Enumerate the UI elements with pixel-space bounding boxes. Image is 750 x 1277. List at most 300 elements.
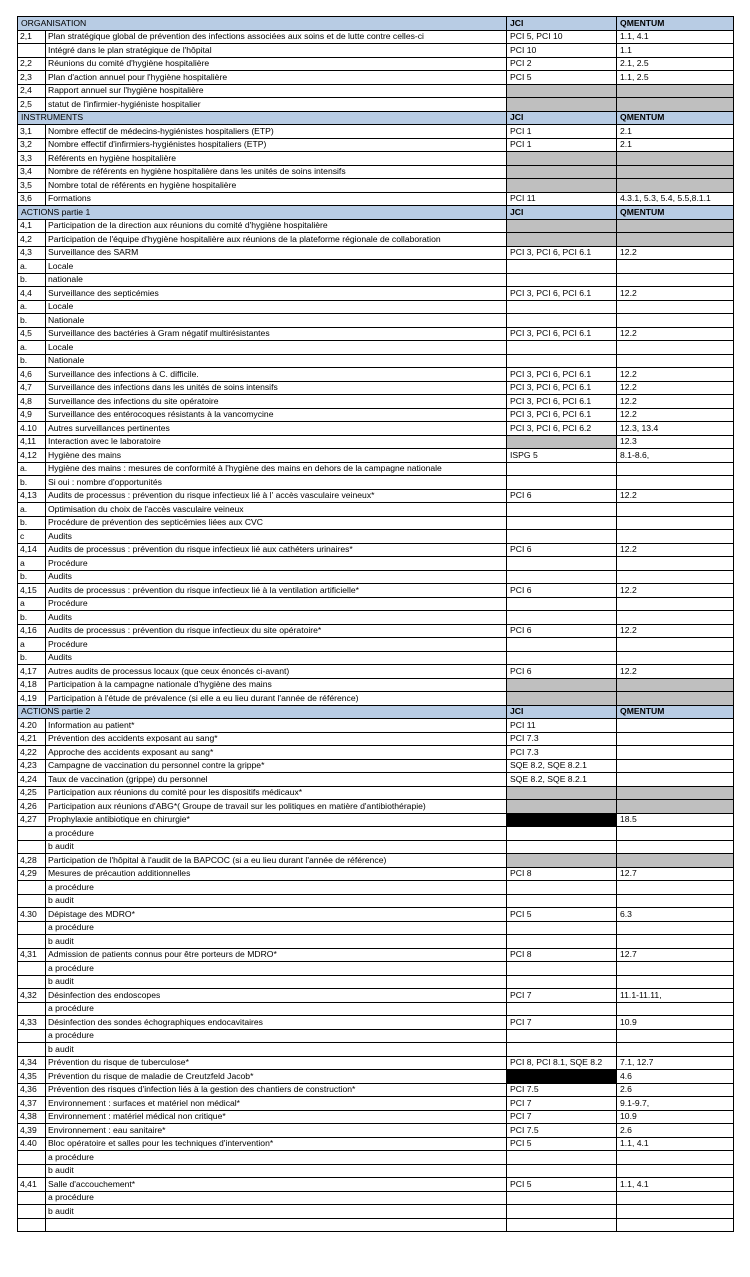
item-number: 4,1 xyxy=(18,219,46,233)
item-number: 4,21 xyxy=(18,732,46,746)
qmentum-reference: 12.2 xyxy=(617,395,734,409)
item-number: 4,8 xyxy=(18,395,46,409)
item-label: a procédure xyxy=(46,881,507,895)
item-number: 4.30 xyxy=(18,908,46,922)
jci-reference: PCI 1 xyxy=(507,125,617,139)
qmentum-reference xyxy=(617,273,734,287)
item-number: 4,18 xyxy=(18,678,46,692)
table-row xyxy=(18,597,734,611)
table-row xyxy=(18,665,734,679)
item-label: Environnement : eau sanitaire* xyxy=(46,1124,507,1138)
item-label: Plan stratégique global de prévention des infections associées aux soins et de lutte contre celles-ci xyxy=(46,30,507,44)
table-row xyxy=(18,192,734,206)
table-row xyxy=(18,246,734,260)
item-label: Audits de processus : prévention du risque infectieux lié à l' accès vasculaire veineux* xyxy=(46,489,507,503)
jci-reference: PCI 3, PCI 6, PCI 6.1 xyxy=(507,381,617,395)
table-row xyxy=(18,368,734,382)
table-row xyxy=(18,1137,734,1151)
jci-reference xyxy=(507,975,617,989)
qmentum-reference xyxy=(617,341,734,355)
table-row xyxy=(18,827,734,841)
qmentum-reference xyxy=(617,1191,734,1205)
qmentum-reference xyxy=(617,921,734,935)
table-row xyxy=(18,1151,734,1165)
qmentum-reference xyxy=(617,881,734,895)
qmentum-reference xyxy=(617,219,734,233)
table-row xyxy=(18,935,734,949)
item-number: 4,3 xyxy=(18,246,46,260)
jci-reference xyxy=(507,314,617,328)
item-number xyxy=(18,44,46,58)
jci-reference: PCI 3, PCI 6, PCI 6.1 xyxy=(507,395,617,409)
jci-reference: SQE 8.2, SQE 8.2.1 xyxy=(507,759,617,773)
table-row xyxy=(18,30,734,44)
item-label: Locale xyxy=(46,341,507,355)
qmentum-reference xyxy=(617,314,734,328)
qmentum-reference xyxy=(617,98,734,112)
qmentum-reference xyxy=(617,1002,734,1016)
jci-reference: PCI 3, PCI 6, PCI 6.1 xyxy=(507,408,617,422)
item-number xyxy=(18,1164,46,1178)
item-number: 3,2 xyxy=(18,138,46,152)
item-number: 4,24 xyxy=(18,773,46,787)
item-number: 4.40 xyxy=(18,1137,46,1151)
qmentum-reference xyxy=(617,84,734,98)
item-number: a. xyxy=(18,503,46,517)
qmentum-reference xyxy=(617,975,734,989)
table-row xyxy=(18,651,734,665)
jci-reference xyxy=(507,98,617,112)
item-number xyxy=(18,1002,46,1016)
table-row xyxy=(18,314,734,328)
qmentum-reference: 2.1, 2.5 xyxy=(617,57,734,71)
item-label: Audits xyxy=(46,651,507,665)
item-label: Prévention du risque de tuberculose* xyxy=(46,1056,507,1070)
table-row xyxy=(18,921,734,935)
item-number: 4,29 xyxy=(18,867,46,881)
item-label: a procédure xyxy=(46,827,507,841)
item-label: Salle d'accouchement* xyxy=(46,1178,507,1192)
jci-reference: PCI 6 xyxy=(507,624,617,638)
item-label: Nationale xyxy=(46,314,507,328)
jci-reference xyxy=(507,962,617,976)
jci-reference xyxy=(507,1218,617,1232)
table-row xyxy=(18,1218,734,1232)
table-row xyxy=(18,692,734,706)
qmentum-reference xyxy=(617,894,734,908)
jci-reference xyxy=(507,1029,617,1043)
item-number: 2,4 xyxy=(18,84,46,98)
jci-reference xyxy=(507,611,617,625)
item-label: statut de l'infirmier-hygiéniste hospitalier xyxy=(46,98,507,112)
qmentum-reference: 1.1, 4.1 xyxy=(617,1137,734,1151)
qmentum-reference xyxy=(617,719,734,733)
table-row xyxy=(18,1016,734,1030)
item-label: Prévention des accidents exposant au sang* xyxy=(46,732,507,746)
jci-reference xyxy=(507,1205,617,1219)
jci-reference: PCI 7.5 xyxy=(507,1083,617,1097)
qmentum-reference xyxy=(617,1205,734,1219)
item-number: 4,32 xyxy=(18,989,46,1003)
item-number xyxy=(18,1043,46,1057)
jci-reference xyxy=(507,1043,617,1057)
qmentum-column-header: QMENTUM xyxy=(617,17,734,31)
item-label: Prévention du risque de maladie de Creutzfeld Jacob* xyxy=(46,1070,507,1084)
item-label: Désinfection des sondes échographiques endocavitaires xyxy=(46,1016,507,1030)
item-number: b. xyxy=(18,314,46,328)
qmentum-reference: 9.1-9.7, xyxy=(617,1097,734,1111)
item-number: 4,33 xyxy=(18,1016,46,1030)
qmentum-reference xyxy=(617,800,734,814)
qmentum-reference xyxy=(617,233,734,247)
item-number: 4,7 xyxy=(18,381,46,395)
table-row xyxy=(18,260,734,274)
item-number xyxy=(18,1205,46,1219)
table-row xyxy=(18,287,734,301)
item-label: Mesures de précaution additionnelles xyxy=(46,867,507,881)
qmentum-reference: 6.3 xyxy=(617,908,734,922)
jci-reference: PCI 3, PCI 6, PCI 6.1 xyxy=(507,368,617,382)
qmentum-reference xyxy=(617,1043,734,1057)
qmentum-reference: 12.2 xyxy=(617,246,734,260)
table-row xyxy=(18,435,734,449)
item-label: Surveillance des entérocoques résistants à la vancomycine xyxy=(46,408,507,422)
item-number: a xyxy=(18,597,46,611)
jci-reference: PCI 7 xyxy=(507,1110,617,1124)
item-label: Réunions du comité d'hygiène hospitalière xyxy=(46,57,507,71)
item-label: Procédure de prévention des septicémies liées aux CVC xyxy=(46,516,507,530)
table-row xyxy=(18,840,734,854)
item-label: Surveillance des SARM xyxy=(46,246,507,260)
table-row xyxy=(18,800,734,814)
qmentum-reference: 2.6 xyxy=(617,1083,734,1097)
qmentum-reference xyxy=(617,179,734,193)
qmentum-reference xyxy=(617,638,734,652)
item-label: Information au patient* xyxy=(46,719,507,733)
jci-column-header: JCI xyxy=(507,705,617,719)
item-label: Participation de la direction aux réunions du comité d'hygiène hospitalière xyxy=(46,219,507,233)
jci-reference: PCI 6 xyxy=(507,489,617,503)
qmentum-reference xyxy=(617,152,734,166)
table-row xyxy=(18,719,734,733)
table-row xyxy=(18,381,734,395)
item-number: a. xyxy=(18,260,46,274)
item-number: 4,16 xyxy=(18,624,46,638)
item-label: a procédure xyxy=(46,1151,507,1165)
item-label: Interaction avec le laboratoire xyxy=(46,435,507,449)
qmentum-reference: 4.6 xyxy=(617,1070,734,1084)
item-label: b audit xyxy=(46,1205,507,1219)
item-label: Dépistage des MDRO* xyxy=(46,908,507,922)
item-label: a procédure xyxy=(46,1002,507,1016)
table-row xyxy=(18,516,734,530)
table-row xyxy=(18,84,734,98)
qmentum-reference xyxy=(617,260,734,274)
item-label: Audits xyxy=(46,530,507,544)
item-number: 4,22 xyxy=(18,746,46,760)
table-row xyxy=(18,557,734,571)
jci-reference: PCI 7.3 xyxy=(507,732,617,746)
table-row xyxy=(18,1070,734,1084)
item-number: a xyxy=(18,638,46,652)
qmentum-reference: 12.2 xyxy=(617,408,734,422)
item-number xyxy=(18,921,46,935)
qmentum-reference xyxy=(617,300,734,314)
jci-reference: PCI 3, PCI 6, PCI 6.1 xyxy=(507,287,617,301)
item-number: b. xyxy=(18,516,46,530)
item-number: 4,36 xyxy=(18,1083,46,1097)
table-row xyxy=(18,125,734,139)
jci-reference: PCI 3, PCI 6, PCI 6.1 xyxy=(507,246,617,260)
item-number: a. xyxy=(18,341,46,355)
qmentum-reference xyxy=(617,516,734,530)
item-label: Procédure xyxy=(46,597,507,611)
jci-reference xyxy=(507,813,617,827)
table-row xyxy=(18,1164,734,1178)
item-number: b. xyxy=(18,476,46,490)
qmentum-reference xyxy=(617,746,734,760)
jci-reference xyxy=(507,462,617,476)
jci-reference xyxy=(507,476,617,490)
qmentum-reference: 7.1, 12.7 xyxy=(617,1056,734,1070)
table-row xyxy=(18,138,734,152)
qmentum-reference: 1.1, 4.1 xyxy=(617,1178,734,1192)
table-row xyxy=(18,867,734,881)
item-label: Participation aux réunions d'ABG*( Groupe de travail sur les politiques en matière d'antibiothérapie) xyxy=(46,800,507,814)
qmentum-reference: 8.1-8.6, xyxy=(617,449,734,463)
table-row xyxy=(18,894,734,908)
qmentum-reference xyxy=(617,732,734,746)
jci-column-header: JCI xyxy=(507,111,617,125)
item-label: Nombre effectif d'infirmiers-hygiénistes hospitaliers (ETP) xyxy=(46,138,507,152)
qmentum-reference xyxy=(617,1151,734,1165)
qmentum-reference xyxy=(617,165,734,179)
item-number: 2,2 xyxy=(18,57,46,71)
item-label: a procédure xyxy=(46,921,507,935)
section-header-row xyxy=(18,111,734,125)
item-label: Intégré dans le plan stratégique de l'hôpital xyxy=(46,44,507,58)
qmentum-reference: 2.6 xyxy=(617,1124,734,1138)
jci-reference xyxy=(507,894,617,908)
qmentum-reference: 12.2 xyxy=(617,665,734,679)
item-label: Audits de processus : prévention du risque infectieux lié à la ventilation artificielle* xyxy=(46,584,507,598)
item-label: Participation à l'étude de prévalence (si elle a eu lieu durant l'année de référence) xyxy=(46,692,507,706)
table-row xyxy=(18,530,734,544)
qmentum-reference: 12.7 xyxy=(617,948,734,962)
table-row xyxy=(18,476,734,490)
item-number: 4,19 xyxy=(18,692,46,706)
item-number: 4,5 xyxy=(18,327,46,341)
item-label: Audits xyxy=(46,611,507,625)
table-row xyxy=(18,354,734,368)
jci-reference: PCI 8, PCI 8.1, SQE 8.2 xyxy=(507,1056,617,1070)
table-row xyxy=(18,570,734,584)
qmentum-reference xyxy=(617,1029,734,1043)
qmentum-reference: 1.1, 4.1 xyxy=(617,30,734,44)
item-number: 4,38 xyxy=(18,1110,46,1124)
table-row xyxy=(18,1097,734,1111)
qmentum-reference: 11.1-11.11, xyxy=(617,989,734,1003)
item-number: 4,25 xyxy=(18,786,46,800)
table-row xyxy=(18,273,734,287)
item-number: 4,14 xyxy=(18,543,46,557)
item-number: 4,11 xyxy=(18,435,46,449)
item-number: 4,2 xyxy=(18,233,46,247)
table-row xyxy=(18,165,734,179)
item-number: 4,17 xyxy=(18,665,46,679)
table-row xyxy=(18,219,734,233)
item-number: b. xyxy=(18,651,46,665)
item-number: b. xyxy=(18,611,46,625)
table-row xyxy=(18,1083,734,1097)
table-row xyxy=(18,759,734,773)
item-number xyxy=(18,962,46,976)
item-label: Taux de vaccination (grippe) du personnel xyxy=(46,773,507,787)
item-label: Hygiène des mains : mesures de conformité à l'hygiène des mains en dehors de la campagne nationale xyxy=(46,462,507,476)
item-number: 4,39 xyxy=(18,1124,46,1138)
table-row xyxy=(18,503,734,517)
table-row xyxy=(18,881,734,895)
item-number xyxy=(18,894,46,908)
item-number: 4.20 xyxy=(18,719,46,733)
section-title: ACTIONS partie 1 xyxy=(18,206,507,220)
item-label: Nombre effectif de médecins-hygiénistes hospitaliers (ETP) xyxy=(46,125,507,139)
table-row xyxy=(18,462,734,476)
jci-reference xyxy=(507,1070,617,1084)
item-number: 4,31 xyxy=(18,948,46,962)
qmentum-reference: 12.2 xyxy=(617,584,734,598)
item-number xyxy=(18,827,46,841)
jci-reference: PCI 6 xyxy=(507,543,617,557)
jci-reference xyxy=(507,530,617,544)
item-label: Procédure xyxy=(46,638,507,652)
standards-mapping-sheet xyxy=(17,16,733,1232)
jci-reference xyxy=(507,692,617,706)
qmentum-reference xyxy=(617,1218,734,1232)
qmentum-reference xyxy=(617,827,734,841)
item-number xyxy=(18,840,46,854)
table-row xyxy=(18,327,734,341)
qmentum-reference: 4.3.1, 5.3, 5.4, 5.5,8.1.1 xyxy=(617,192,734,206)
item-label: Prophylaxie antibiotique en chirurgie* xyxy=(46,813,507,827)
item-label: Surveillance des bactéries à Gram négatif multirésistantes xyxy=(46,327,507,341)
jci-reference xyxy=(507,300,617,314)
item-label: Environnement : matériel médical non critique* xyxy=(46,1110,507,1124)
item-label: b audit xyxy=(46,894,507,908)
item-number: b. xyxy=(18,354,46,368)
table-row xyxy=(18,395,734,409)
jci-reference xyxy=(507,827,617,841)
item-number: a xyxy=(18,557,46,571)
standards-mapping-table xyxy=(17,16,734,1232)
table-row xyxy=(18,773,734,787)
jci-reference: PCI 11 xyxy=(507,192,617,206)
table-row xyxy=(18,948,734,962)
qmentum-reference xyxy=(617,854,734,868)
jci-reference xyxy=(507,1002,617,1016)
section-header-row xyxy=(18,17,734,31)
table-row xyxy=(18,638,734,652)
qmentum-reference xyxy=(617,962,734,976)
item-label: Autres audits de processus locaux (que ceux énoncés ci-avant) xyxy=(46,665,507,679)
item-label: Référents en hygiène hospitalière xyxy=(46,152,507,166)
jci-reference: PCI 3, PCI 6, PCI 6.1 xyxy=(507,327,617,341)
item-label: Autres surveillances pertinentes xyxy=(46,422,507,436)
qmentum-reference xyxy=(617,935,734,949)
item-label: Hygiène des mains xyxy=(46,449,507,463)
item-number xyxy=(18,975,46,989)
item-number: 4,9 xyxy=(18,408,46,422)
item-label: Participation de l'équipe d'hygiène hospitalière aux réunions de la plateforme régionale de collaboration xyxy=(46,233,507,247)
qmentum-reference: 10.9 xyxy=(617,1016,734,1030)
qmentum-reference: 12.2 xyxy=(617,624,734,638)
qmentum-reference xyxy=(617,651,734,665)
section-header-row xyxy=(18,705,734,719)
qmentum-reference: 10.9 xyxy=(617,1110,734,1124)
item-number: 4,35 xyxy=(18,1070,46,1084)
table-row xyxy=(18,179,734,193)
table-row xyxy=(18,854,734,868)
item-number: 4,27 xyxy=(18,813,46,827)
jci-reference xyxy=(507,341,617,355)
table-row xyxy=(18,813,734,827)
item-label: b audit xyxy=(46,1043,507,1057)
qmentum-reference: 12.3, 13.4 xyxy=(617,422,734,436)
qmentum-reference: 2.1 xyxy=(617,138,734,152)
item-number xyxy=(18,1029,46,1043)
jci-reference xyxy=(507,638,617,652)
table-row xyxy=(18,152,734,166)
jci-reference xyxy=(507,881,617,895)
table-row xyxy=(18,678,734,692)
item-number: 4,34 xyxy=(18,1056,46,1070)
item-label: Campagne de vaccination du personnel contre la grippe* xyxy=(46,759,507,773)
item-label: Surveillance des infections dans les unités de soins intensifs xyxy=(46,381,507,395)
table-row xyxy=(18,584,734,598)
jci-reference xyxy=(507,557,617,571)
item-label: b audit xyxy=(46,1164,507,1178)
qmentum-column-header: QMENTUM xyxy=(617,111,734,125)
jci-reference: PCI 6 xyxy=(507,584,617,598)
table-row xyxy=(18,1205,734,1219)
qmentum-reference: 12.2 xyxy=(617,368,734,382)
jci-reference: PCI 10 xyxy=(507,44,617,58)
table-row xyxy=(18,1043,734,1057)
section-title: ORGANISATION xyxy=(18,17,507,31)
item-label: b audit xyxy=(46,840,507,854)
jci-reference: PCI 8 xyxy=(507,948,617,962)
jci-reference: PCI 2 xyxy=(507,57,617,71)
jci-reference: PCI 5 xyxy=(507,908,617,922)
table-row xyxy=(18,1110,734,1124)
item-number: 4,12 xyxy=(18,449,46,463)
item-number: 4,26 xyxy=(18,800,46,814)
qmentum-reference xyxy=(617,476,734,490)
item-number: 3,4 xyxy=(18,165,46,179)
item-label: Participation à la campagne nationale d'hygiène des mains xyxy=(46,678,507,692)
table-row xyxy=(18,300,734,314)
jci-reference xyxy=(507,152,617,166)
table-row xyxy=(18,1191,734,1205)
qmentum-reference: 2.1 xyxy=(617,125,734,139)
table-row xyxy=(18,233,734,247)
item-number: 2,5 xyxy=(18,98,46,112)
table-row xyxy=(18,1002,734,1016)
item-label: Surveillance des infections du site opératoire xyxy=(46,395,507,409)
item-label: a procédure xyxy=(46,1191,507,1205)
item-label: Locale xyxy=(46,260,507,274)
qmentum-reference: 1.1 xyxy=(617,44,734,58)
